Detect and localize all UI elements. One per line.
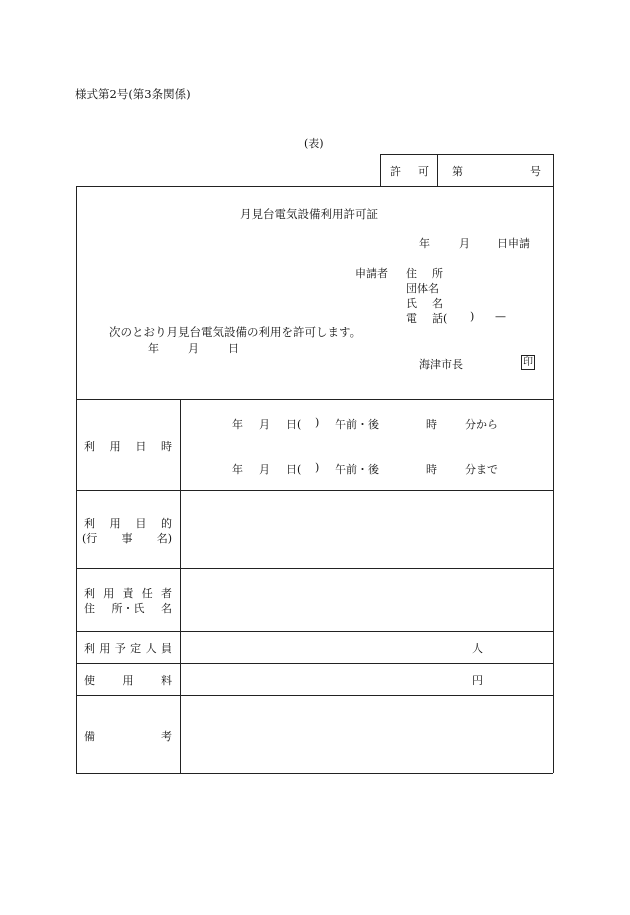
row-divider-remarks-top (76, 695, 553, 696)
phone-label-2: 話( (432, 312, 448, 325)
responsible-label-char: 任 (141, 587, 153, 600)
address-label-2: 所 (432, 267, 443, 280)
purpose-label-line2 (82, 530, 172, 546)
permit-box-top (380, 154, 553, 155)
remarks-label (84, 728, 172, 744)
responsible-label-char: 責 (122, 587, 134, 600)
to-paren-close: ) (315, 461, 320, 474)
name-label-2: 名 (432, 297, 443, 310)
purpose-label-char: (行 (82, 532, 98, 545)
permit-statement: 次のとおり月見台電気設備の利用を許可します。 (109, 325, 362, 339)
responsible-label-char: 住 (84, 602, 95, 615)
form-right-border (553, 154, 554, 773)
label-column-divider (180, 399, 181, 773)
phone-paren-close: ) (470, 310, 475, 323)
seal-mark: 印 (523, 357, 533, 368)
from-ampm-label: 午前・後 (335, 418, 379, 431)
applicant-label: 申請者 (355, 267, 388, 280)
headcount-label-char: 用 (99, 642, 111, 655)
purpose-label-char: 用 (109, 517, 121, 530)
headcount-label-char: 員 (160, 642, 172, 655)
from-hour-label: 時 (426, 418, 437, 431)
issue-day-label: 日 (228, 342, 239, 355)
datetime-label (84, 438, 172, 454)
responsible-label-char: 者 (161, 587, 172, 600)
issue-year-label: 年 (148, 342, 159, 355)
fee-label-char: 料 (161, 674, 172, 687)
to-minute-label: 分まで (465, 463, 498, 476)
headcount-label-char: 利 (84, 642, 95, 655)
permit-box-left (380, 154, 381, 186)
headcount-label-char: 人 (145, 642, 157, 655)
purpose-label-char: 的 (160, 517, 172, 530)
mayor-title: 海津市長 (419, 358, 463, 371)
fee-label-char: 用 (122, 674, 134, 687)
phone-dash: — (495, 310, 506, 323)
fee-label (84, 672, 172, 688)
headcount-label-char: 予 (114, 642, 126, 655)
responsible-label-char: 名 (161, 602, 172, 615)
datetime-label-char: 利 (84, 440, 95, 453)
row-divider-fee-top (76, 663, 553, 664)
from-year-label: 年 (232, 418, 243, 431)
from-minute-label: 分から (465, 418, 498, 431)
headcount-label (84, 640, 172, 656)
side-label: (表) (304, 137, 324, 150)
to-month-label: 月 (259, 463, 270, 476)
issue-month-label: 月 (188, 342, 199, 355)
purpose-label-char: 目 (135, 517, 147, 530)
form-top-border (76, 186, 553, 187)
address-label-1: 住 (406, 267, 417, 280)
datetime-label-char: 時 (160, 440, 172, 453)
from-month-label: 月 (259, 418, 270, 431)
fee-unit: 円 (472, 674, 483, 687)
remarks-label-char: 備 (84, 730, 95, 743)
to-day-label: 日( (286, 463, 302, 476)
responsible-label-line1 (84, 585, 172, 601)
group-name-label: 団体名 (406, 282, 439, 295)
permit-label-ka: 可 (418, 165, 429, 178)
responsible-label-char: 所・氏 (111, 602, 145, 615)
permit-box-divider (437, 154, 438, 186)
row-divider-purpose-top (76, 490, 553, 491)
datetime-label-char: 用 (109, 440, 121, 453)
phone-label-1: 電 (406, 312, 417, 325)
apply-day-label: 日申請 (497, 237, 530, 250)
row-divider-datetime-top (76, 399, 553, 400)
form-bottom-border (76, 773, 553, 774)
form-number: 様式第2号(第3条関係) (75, 87, 191, 101)
responsible-label-char: 利 (84, 587, 95, 600)
from-day-label: 日( (286, 418, 302, 431)
responsible-label-char: 用 (103, 587, 115, 600)
responsible-label-line2 (84, 600, 172, 616)
apply-month-label: 月 (459, 237, 470, 250)
permit-number-prefix: 第 (452, 165, 463, 178)
purpose-label-char: 利 (84, 517, 95, 530)
purpose-label-line1 (84, 515, 172, 531)
to-year-label: 年 (232, 463, 243, 476)
datetime-label-char: 日 (135, 440, 147, 453)
from-paren-close: ) (315, 416, 320, 429)
row-divider-headcount-top (76, 631, 553, 632)
apply-year-label: 年 (419, 237, 430, 250)
purpose-label-char: 名) (156, 532, 172, 545)
name-label-1: 氏 (406, 297, 417, 310)
to-hour-label: 時 (426, 463, 437, 476)
headcount-unit: 人 (472, 642, 483, 655)
permit-label-kyo: 許 (390, 165, 401, 178)
permit-number-suffix: 号 (530, 165, 541, 178)
certificate-title: 月見台電気設備利用許可証 (240, 207, 378, 221)
to-ampm-label: 午前・後 (335, 463, 379, 476)
remarks-label-char: 考 (161, 730, 172, 743)
form-left-border (76, 186, 77, 773)
headcount-label-char: 定 (130, 642, 142, 655)
purpose-label-char: 事 (121, 532, 133, 545)
fee-label-char: 使 (84, 674, 95, 687)
row-divider-responsible-top (76, 568, 553, 569)
